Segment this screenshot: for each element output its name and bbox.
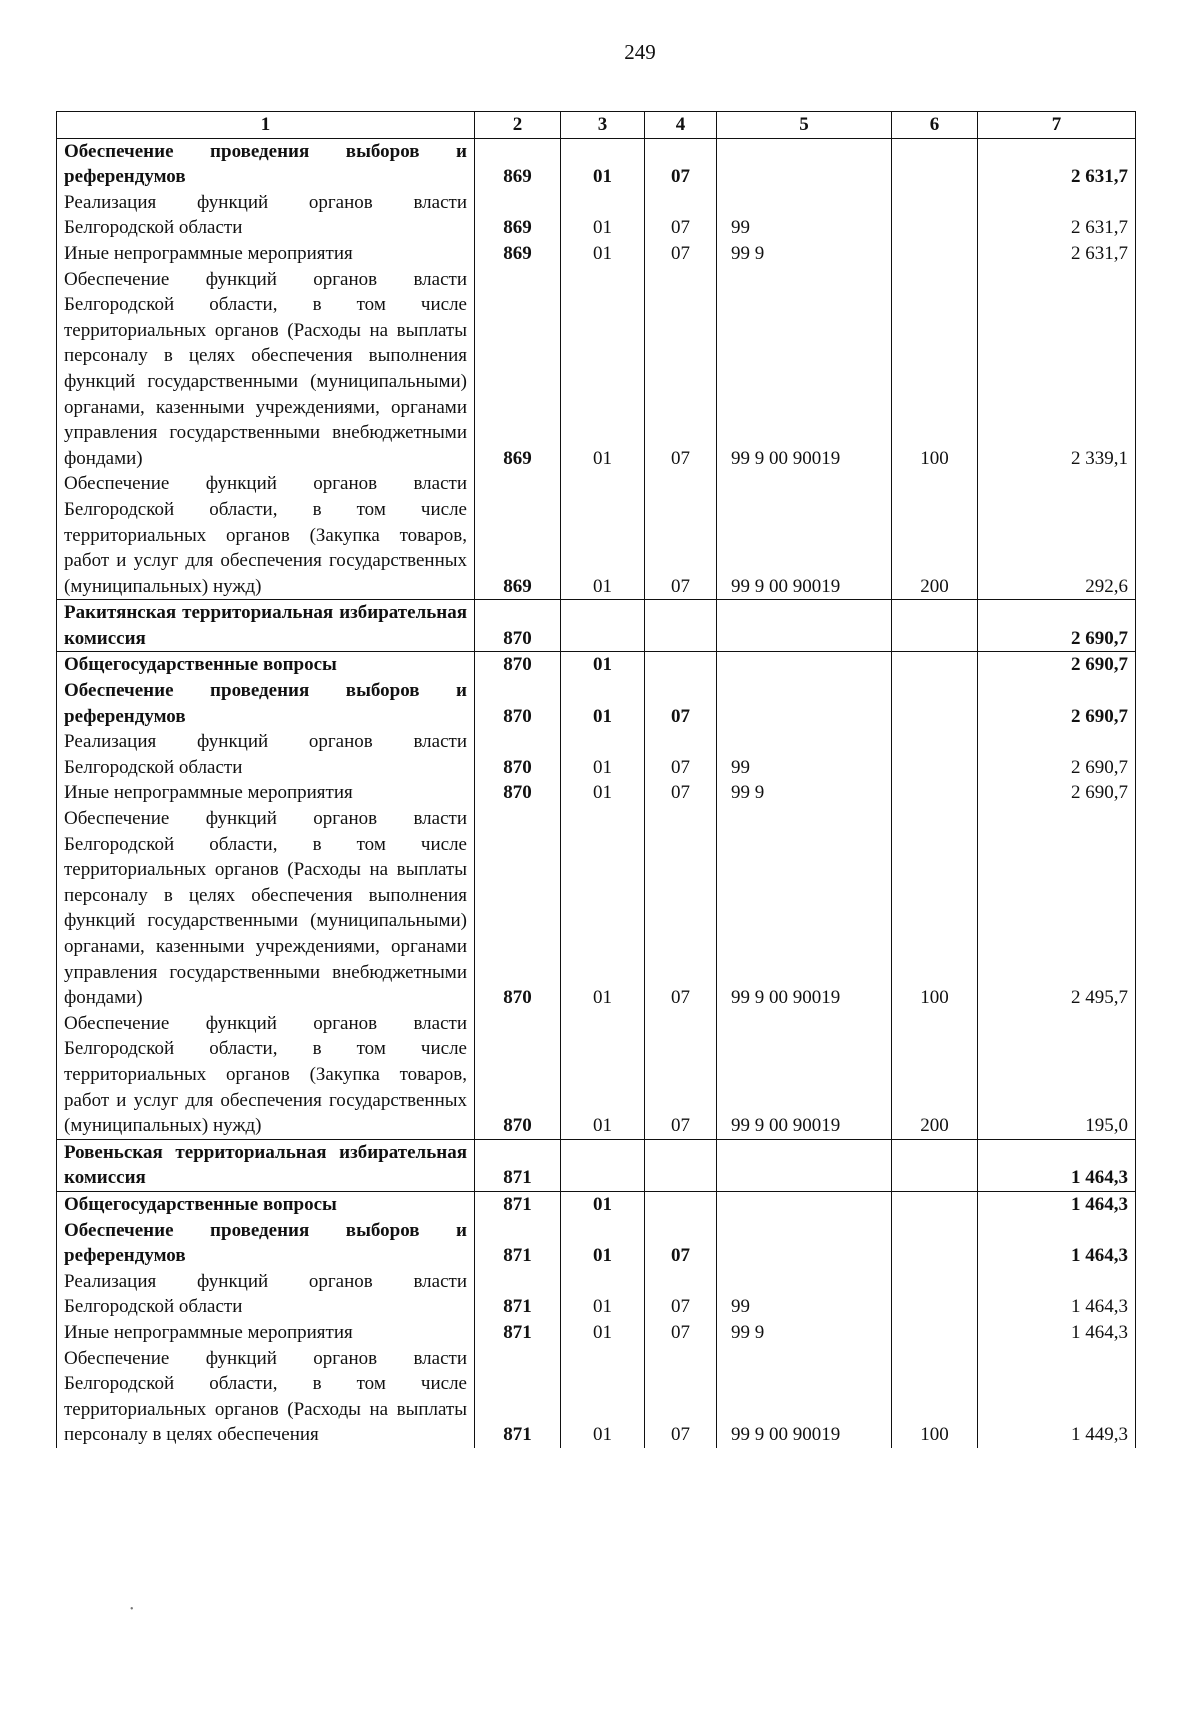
row-group-code: 870 — [475, 678, 561, 729]
table-row — [57, 1191, 1136, 1217]
row-subsection-code — [645, 600, 717, 652]
row-subsection-code: 07 — [645, 1320, 717, 1346]
header-col-4: 4 — [645, 112, 717, 139]
row-group-code: 871 — [475, 1269, 561, 1320]
row-section-code: 01 — [561, 138, 645, 190]
row-target-article — [717, 1191, 892, 1217]
row-section-code: 01 — [561, 652, 645, 678]
row-target-article: 99 — [717, 1269, 892, 1320]
row-target-article: 99 9 — [717, 780, 892, 806]
row-subsection-code: 07 — [645, 267, 717, 472]
row-subsection-code: 07 — [645, 241, 717, 267]
row-amount: 2 690,7 — [978, 652, 1136, 678]
row-subsection-code: 07 — [645, 471, 717, 599]
row-name: Иные непрограммные мероприятия — [57, 780, 475, 806]
row-group-code: 869 — [475, 471, 561, 599]
row-name: Реализация функций органов власти Белгородской области — [57, 190, 475, 241]
row-group-code: 870 — [475, 780, 561, 806]
row-subsection-code — [645, 1191, 717, 1217]
row-group-code: 871 — [475, 1139, 561, 1191]
row-section-code: 01 — [561, 806, 645, 1011]
row-name: Обеспечение функций органов власти Белгородской области, в том числе территориальных органов (Закупка товаров, работ и услуг для обеспечения государственных (муниципальных) нужд) — [57, 471, 475, 599]
row-target-article: 99 9 — [717, 241, 892, 267]
row-amount: 2 690,7 — [978, 780, 1136, 806]
row-section-code: 01 — [561, 471, 645, 599]
row-subsection-code: 07 — [645, 1011, 717, 1139]
table-row — [57, 806, 1136, 1011]
row-target-article: 99 — [717, 190, 892, 241]
row-expense-type: 100 — [892, 267, 978, 472]
table-row — [57, 678, 1136, 729]
row-expense-type — [892, 1191, 978, 1217]
row-amount: 2 690,7 — [978, 600, 1136, 652]
row-subsection-code: 07 — [645, 780, 717, 806]
row-amount: 2 339,1 — [978, 267, 1136, 472]
row-expense-type: 100 — [892, 806, 978, 1011]
row-subsection-code: 07 — [645, 1346, 717, 1448]
row-subsection-code: 07 — [645, 1269, 717, 1320]
header-col-5: 5 — [717, 112, 892, 139]
table-row — [57, 1011, 1136, 1139]
row-section-code: 01 — [561, 267, 645, 472]
row-target-article: 99 9 00 90019 — [717, 267, 892, 472]
row-section-code: 01 — [561, 1191, 645, 1217]
row-subsection-code: 07 — [645, 729, 717, 780]
table-row — [57, 1139, 1136, 1191]
table-row — [57, 1346, 1136, 1448]
row-expense-type: 200 — [892, 1011, 978, 1139]
row-expense-type — [892, 729, 978, 780]
row-amount: 2 631,7 — [978, 138, 1136, 190]
row-subsection-code: 07 — [645, 806, 717, 1011]
row-target-article — [717, 600, 892, 652]
row-subsection-code — [645, 652, 717, 678]
budget-table — [56, 111, 1136, 1448]
row-target-article — [717, 1139, 892, 1191]
row-name: Иные непрограммные мероприятия — [57, 241, 475, 267]
row-expense-type: 100 — [892, 1346, 978, 1448]
row-subsection-code — [645, 1139, 717, 1191]
row-section-code: 01 — [561, 190, 645, 241]
row-amount: 2 690,7 — [978, 678, 1136, 729]
table-row — [57, 1218, 1136, 1269]
table-row — [57, 190, 1136, 241]
row-group-code: 870 — [475, 1011, 561, 1139]
row-section-code — [561, 600, 645, 652]
table-row — [57, 652, 1136, 678]
row-amount: 2 495,7 — [978, 806, 1136, 1011]
row-amount: 2 690,7 — [978, 729, 1136, 780]
row-target-article: 99 9 00 90019 — [717, 1011, 892, 1139]
table-row — [57, 241, 1136, 267]
row-section-code: 01 — [561, 1269, 645, 1320]
table-row — [57, 729, 1136, 780]
row-group-code: 869 — [475, 267, 561, 472]
row-name: Общегосударственные вопросы — [57, 652, 475, 678]
table-row — [57, 600, 1136, 652]
row-group-code: 870 — [475, 806, 561, 1011]
table-row — [57, 471, 1136, 599]
row-target-article: 99 — [717, 729, 892, 780]
row-name: Обеспечение проведения выборов и референдумов — [57, 1218, 475, 1269]
row-subsection-code: 07 — [645, 190, 717, 241]
row-section-code: 01 — [561, 1320, 645, 1346]
row-amount: 1 449,3 — [978, 1346, 1136, 1448]
row-name: Реализация функций органов власти Белгородской области — [57, 1269, 475, 1320]
header-col-3: 3 — [561, 112, 645, 139]
row-name: Обеспечение функций органов власти Белгородской области, в том числе территориальных органов (Расходы на выплаты персоналу в целях обеспечения выполнения функций государственными (муниципальными) органами, казенными учреждениями, органами управления государственными внебюджетными фондами) — [57, 806, 475, 1011]
row-target-article — [717, 652, 892, 678]
table-header-row — [57, 112, 1136, 139]
row-section-code: 01 — [561, 780, 645, 806]
table-row — [57, 138, 1136, 190]
row-expense-type — [892, 1320, 978, 1346]
row-section-code: 01 — [561, 1346, 645, 1448]
row-expense-type — [892, 678, 978, 729]
row-amount: 1 464,3 — [978, 1139, 1136, 1191]
row-expense-type — [892, 652, 978, 678]
row-amount: 2 631,7 — [978, 241, 1136, 267]
row-section-code — [561, 1139, 645, 1191]
row-name: Общегосударственные вопросы — [57, 1191, 475, 1217]
row-amount: 1 464,3 — [978, 1269, 1136, 1320]
row-section-code: 01 — [561, 729, 645, 780]
row-expense-type — [892, 1139, 978, 1191]
header-col-7: 7 — [978, 112, 1136, 139]
row-name: Обеспечение проведения выборов и референдумов — [57, 678, 475, 729]
row-expense-type — [892, 600, 978, 652]
table-row — [57, 1269, 1136, 1320]
row-group-code: 871 — [475, 1320, 561, 1346]
header-col-1: 1 — [57, 112, 475, 139]
row-amount: 195,0 — [978, 1011, 1136, 1139]
table-row — [57, 1320, 1136, 1346]
row-group-code: 871 — [475, 1191, 561, 1217]
row-section-code: 01 — [561, 1218, 645, 1269]
header-col-6: 6 — [892, 112, 978, 139]
row-name: Ракитянская территориальная избирательная комиссия — [57, 600, 475, 652]
row-amount: 1 464,3 — [978, 1218, 1136, 1269]
row-amount: 2 631,7 — [978, 190, 1136, 241]
row-section-code: 01 — [561, 1011, 645, 1139]
row-name: Обеспечение функций органов власти Белгородской области, в том числе территориальных органов (Расходы на выплаты персоналу в целях обеспечения — [57, 1346, 475, 1448]
row-target-article — [717, 138, 892, 190]
row-name: Обеспечение функций органов власти Белгородской области, в том числе территориальных органов (Закупка товаров, работ и услуг для обеспечения государственных (муниципальных) нужд) — [57, 1011, 475, 1139]
row-group-code: 869 — [475, 138, 561, 190]
table-row — [57, 780, 1136, 806]
row-expense-type — [892, 138, 978, 190]
scan-speck: • — [130, 1604, 134, 1615]
row-expense-type — [892, 190, 978, 241]
row-group-code: 870 — [475, 729, 561, 780]
row-expense-type: 200 — [892, 471, 978, 599]
row-group-code: 870 — [475, 652, 561, 678]
row-subsection-code: 07 — [645, 678, 717, 729]
row-name: Обеспечение функций органов власти Белгородской области, в том числе территориальных органов (Расходы на выплаты персоналу в целях обеспечения выполнения функций государственными (муниципальными) органами, казенными учреждениями, органами управления государственными внебюджетными фондами) — [57, 267, 475, 472]
row-expense-type — [892, 1218, 978, 1269]
row-section-code: 01 — [561, 241, 645, 267]
row-target-article — [717, 1218, 892, 1269]
row-section-code: 01 — [561, 678, 645, 729]
row-amount: 292,6 — [978, 471, 1136, 599]
row-name: Обеспечение проведения выборов и референдумов — [57, 138, 475, 190]
row-group-code: 871 — [475, 1218, 561, 1269]
row-target-article: 99 9 00 90019 — [717, 806, 892, 1011]
row-amount: 1 464,3 — [978, 1320, 1136, 1346]
row-target-article: 99 9 — [717, 1320, 892, 1346]
header-col-2: 2 — [475, 112, 561, 139]
row-expense-type — [892, 780, 978, 806]
row-subsection-code: 07 — [645, 1218, 717, 1269]
row-name: Иные непрограммные мероприятия — [57, 1320, 475, 1346]
row-name: Ровеньская территориальная избирательная комиссия — [57, 1139, 475, 1191]
row-group-code: 869 — [475, 241, 561, 267]
table-row — [57, 267, 1136, 472]
row-target-article — [717, 678, 892, 729]
row-subsection-code: 07 — [645, 138, 717, 190]
row-amount: 1 464,3 — [978, 1191, 1136, 1217]
row-expense-type — [892, 1269, 978, 1320]
row-expense-type — [892, 241, 978, 267]
row-group-code: 869 — [475, 190, 561, 241]
page-number: 249 — [624, 40, 656, 64]
row-group-code: 870 — [475, 600, 561, 652]
row-name: Реализация функций органов власти Белгородской области — [57, 729, 475, 780]
row-group-code: 871 — [475, 1346, 561, 1448]
row-target-article: 99 9 00 90019 — [717, 1346, 892, 1448]
row-target-article: 99 9 00 90019 — [717, 471, 892, 599]
